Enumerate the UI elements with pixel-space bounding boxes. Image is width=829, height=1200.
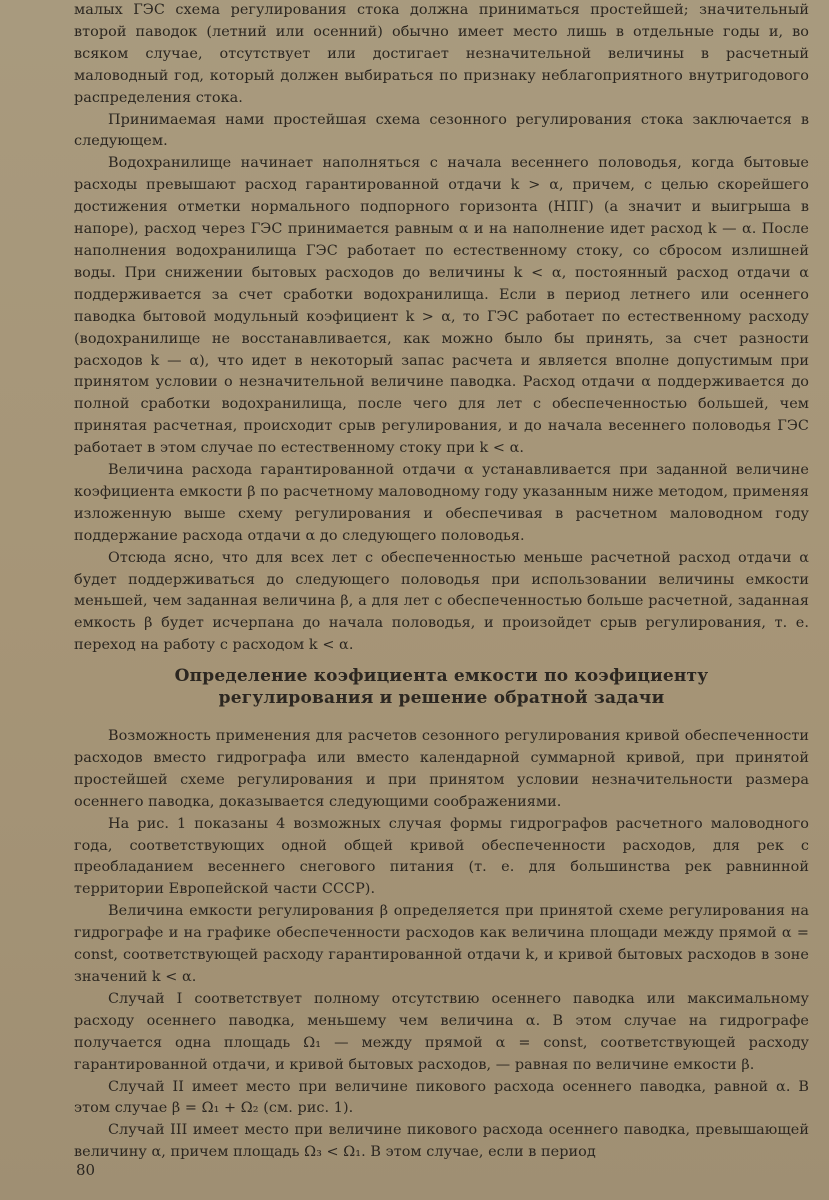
section-heading-line-1: Определение коэфициента емкости по коэфициенту — [174, 666, 709, 686]
page-number: 80 — [76, 1161, 96, 1179]
paragraph-reservoir-filling: Водохранилище начинает наполняться с начала весеннего половодья, когда бытовые расходы превышают расход гарантированной отдачи k > α, причем, с целью скорейшего достижения отметки нормального подпорного горизонта (НПГ) (а значит и выигрыша в напоре), расход через ГЭС принимается равным α и на наполнение идет расход k — α. После наполнения водохранилища ГЭС работает по естественному стоку, со сбросом излишней воды. При снижении бытовых расходов до величины k < α, постоянный расход отдачи α поддерживается за счет сработки водохранилища. Если в период летнего или осеннего паводка бытовой модульный коэфициент k > α, то ГЭС работает по естественному расходу (водохранилище не восстанавливается, как можно было бы принять, за счет разности расходов k — α), что идет в некоторый запас расчета и является вполне допустимым при принятом условии о незначительной величине паводка. Расход отдачи α поддерживается до полной сработки водохранилища, после чего для лет с обеспеченностью большей, чем принятая расчетная, происходит срыв регулирования, и до начала весеннего половодья ГЭС работает в этом случае по естественному стоку при k < α. — [74, 155, 809, 457]
paragraph-case-3: Случай III имеет место при величине пикового расхода осеннего паводка, превышающей величину α, причем площадь Ω₃ < Ω₁. В этом случае, если в период — [74, 1122, 809, 1161]
text-block-top — [74, 0, 809, 657]
paragraph-continuation: малых ГЭС схема регулирования стока должна приниматься простейшей; значительный второй паводок (летний или осенний) обычно имеет место лишь в отдельные годы и, во всяком случае, отсутствует или достигает незначительной величины в расчетный маловодный год, который должен выбираться по признаку неблагоприятного внутригодового распределения стока. — [74, 2, 809, 106]
paragraph-capacity-definition: Величина емкости регулирования β определяется при принятой схеме регулирования на гидрографе и на графике обеспеченности расходов как величина площади между прямой α = const, соответствующей расходу гарантированной отдачи k, и кривой бытовых расходов в зоне значений k < α. — [74, 903, 809, 985]
text-block-bottom — [74, 726, 809, 1164]
paragraph-case-1: Случай I соответствует полному отсутствию осеннего паводка или максимальному расходу осеннего паводка, меньшему чем величина α. В этом случае на гидрографе получается одна площадь Ω₁ — между прямой α = const, соответствующей расходу гарантированной отдачи, и кривой бытовых расходов, — равная по величине емкости β. — [74, 990, 809, 1073]
paragraph-scheme-intro: Принимаемая нами простейшая схема сезонного регулирования стока заключается в следующем. — [74, 111, 809, 150]
paragraph-possibility: Возможность применения для расчетов сезонного регулирования кривой обеспеченности расходов вместо гидрографа или вместо календарной суммарной кривой, при принятой простейшей схеме регулирования и при принятом условии незначительности размера осеннего паводка, доказывается следующими соображениями. — [74, 728, 809, 810]
paragraph-case-2: Случай II имеет место при величине пикового расхода осеннего паводка, равной α. В этом случае β = Ω₁ + Ω₂ (см. рис. 1). — [74, 1078, 809, 1117]
paragraph-conclusion: Отсюда ясно, что для всех лет с обеспеченностью меньше расчетной расход отдачи α будет поддерживаться до следующего половодья при использовании величины емкости меньшей, чем заданная величина β, а для лет с обеспеченностью больше расчетной, заданная емкость β будет исчерпана до начала половодья, и произойдет срыв регулирования, т. е. переход на работу с расходом k < α. — [74, 549, 809, 654]
section-heading — [74, 665, 809, 709]
paragraph-guaranteed-release: Величина расхода гарантированной отдачи α устанавливается при заданной величине коэфициента емкости β по расчетному маловодному году указанным ниже методом, применяя изложенную выше схему регулирования и обеспечивая в расчетном маловодном году поддержание расхода отдачи α до следующего половодья. — [74, 462, 809, 544]
paragraph-figure-reference: На рис. 1 показаны 4 возможных случая формы гидрографов расчетного маловодного года, соответствующих одной общей кривой обеспеченности расходов, для рек с преобладанием весеннего снегового питания (т. е. для большинства рек равнинной территории Европейской части СССР). — [74, 815, 809, 898]
section-heading-line-2: регулирования и решение обратной задачи — [218, 688, 665, 708]
